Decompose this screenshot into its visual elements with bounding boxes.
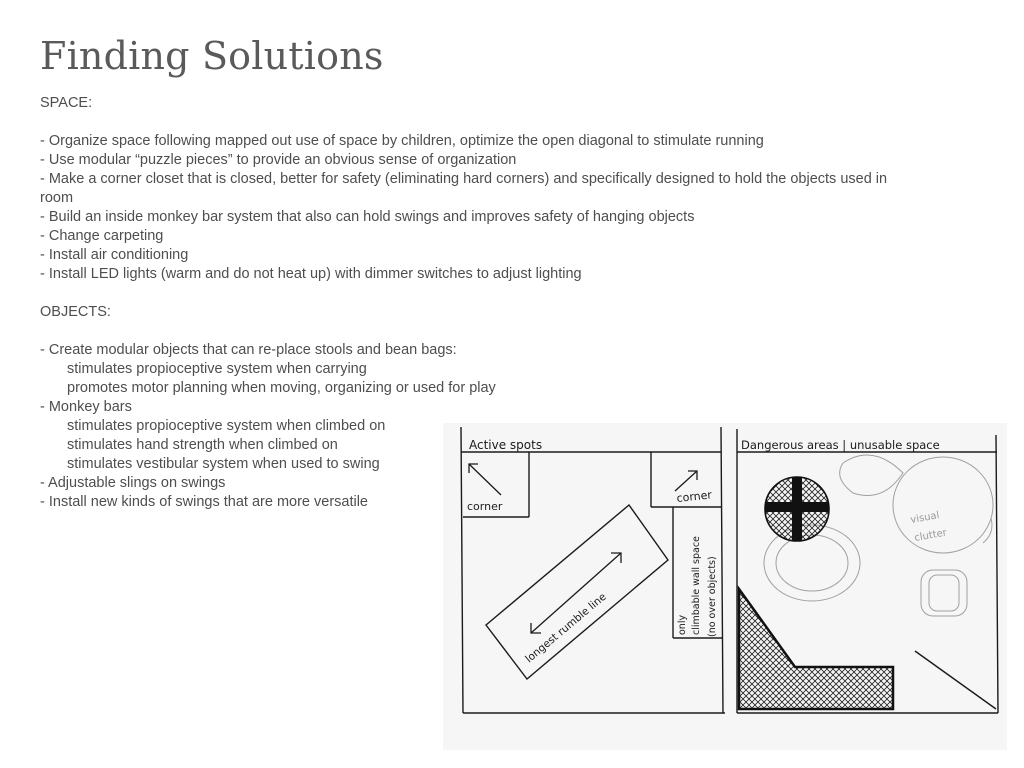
- space-item: room: [40, 190, 74, 206]
- space-item: - Organize space following mapped out use of space by children, optimize the open diagonal to stimulate running: [40, 133, 764, 149]
- sketch-drawing: [443, 423, 1007, 750]
- danger-circle-icon: [765, 477, 829, 541]
- objects-item: - Create modular objects that can re-place stools and bean bags:: [40, 342, 457, 358]
- corner-label: corner: [675, 488, 713, 505]
- space-item: - Make a corner closet that is closed, better for safety (eliminating hard corners) and specifically designed to hold the objects used in: [40, 171, 888, 187]
- corner-arrow-icon: [469, 464, 501, 495]
- objects-subitem: stimulates propioceptive system when carrying: [67, 361, 367, 377]
- space-heading: SPACE:: [40, 95, 93, 111]
- objects-item: - Adjustable slings on swings: [40, 475, 226, 491]
- clutter-label: visual: [909, 510, 941, 526]
- page-title: Finding Solutions: [40, 34, 384, 78]
- objects-heading: OBJECTS:: [40, 304, 111, 320]
- left-panel: [461, 427, 725, 713]
- objects-subitem: stimulates vestibular system when used to swing: [67, 456, 380, 472]
- wall-space-label: climbable wall space: [691, 536, 702, 635]
- objects-item: - Monkey bars: [40, 399, 132, 415]
- danger-corner-shape: [739, 589, 893, 709]
- right-panel-title: Dangerous areas | unusable space: [741, 438, 940, 452]
- space-item: - Install LED lights (warm and do not heat up) with dimmer switches to adjust lighting: [40, 266, 582, 282]
- spacer: [40, 284, 940, 303]
- objects-subitem: stimulates propioceptive system when climbed on: [67, 418, 386, 434]
- floor-plan-sketch: [443, 423, 1007, 750]
- corner-label: corner: [467, 500, 503, 513]
- clutter-label: clutter: [913, 527, 948, 544]
- wall-space-label: only: [677, 614, 688, 635]
- space-item: - Install air conditioning: [40, 247, 189, 263]
- spacer: [40, 113, 940, 132]
- space-item: - Build an inside monkey bar system that also can hold swings and improves safety of hanging objects: [40, 209, 695, 225]
- space-item: - Use modular “puzzle pieces” to provide an obvious sense of organization: [40, 152, 517, 168]
- wall-space-label: (no over objects): [707, 556, 718, 637]
- objects-subitem: stimulates hand strength when climbed on: [67, 437, 338, 453]
- space-item: - Change carpeting: [40, 228, 164, 244]
- corner-arrow-icon: [675, 471, 697, 491]
- objects-item: - Install new kinds of swings that are more versatile: [40, 494, 368, 510]
- rumble-line-label: longest rumble line: [523, 590, 609, 666]
- left-panel-title: Active spots: [469, 438, 543, 452]
- spacer: [40, 322, 940, 341]
- objects-subitem: promotes motor planning when moving, organizing or used for play: [67, 380, 496, 396]
